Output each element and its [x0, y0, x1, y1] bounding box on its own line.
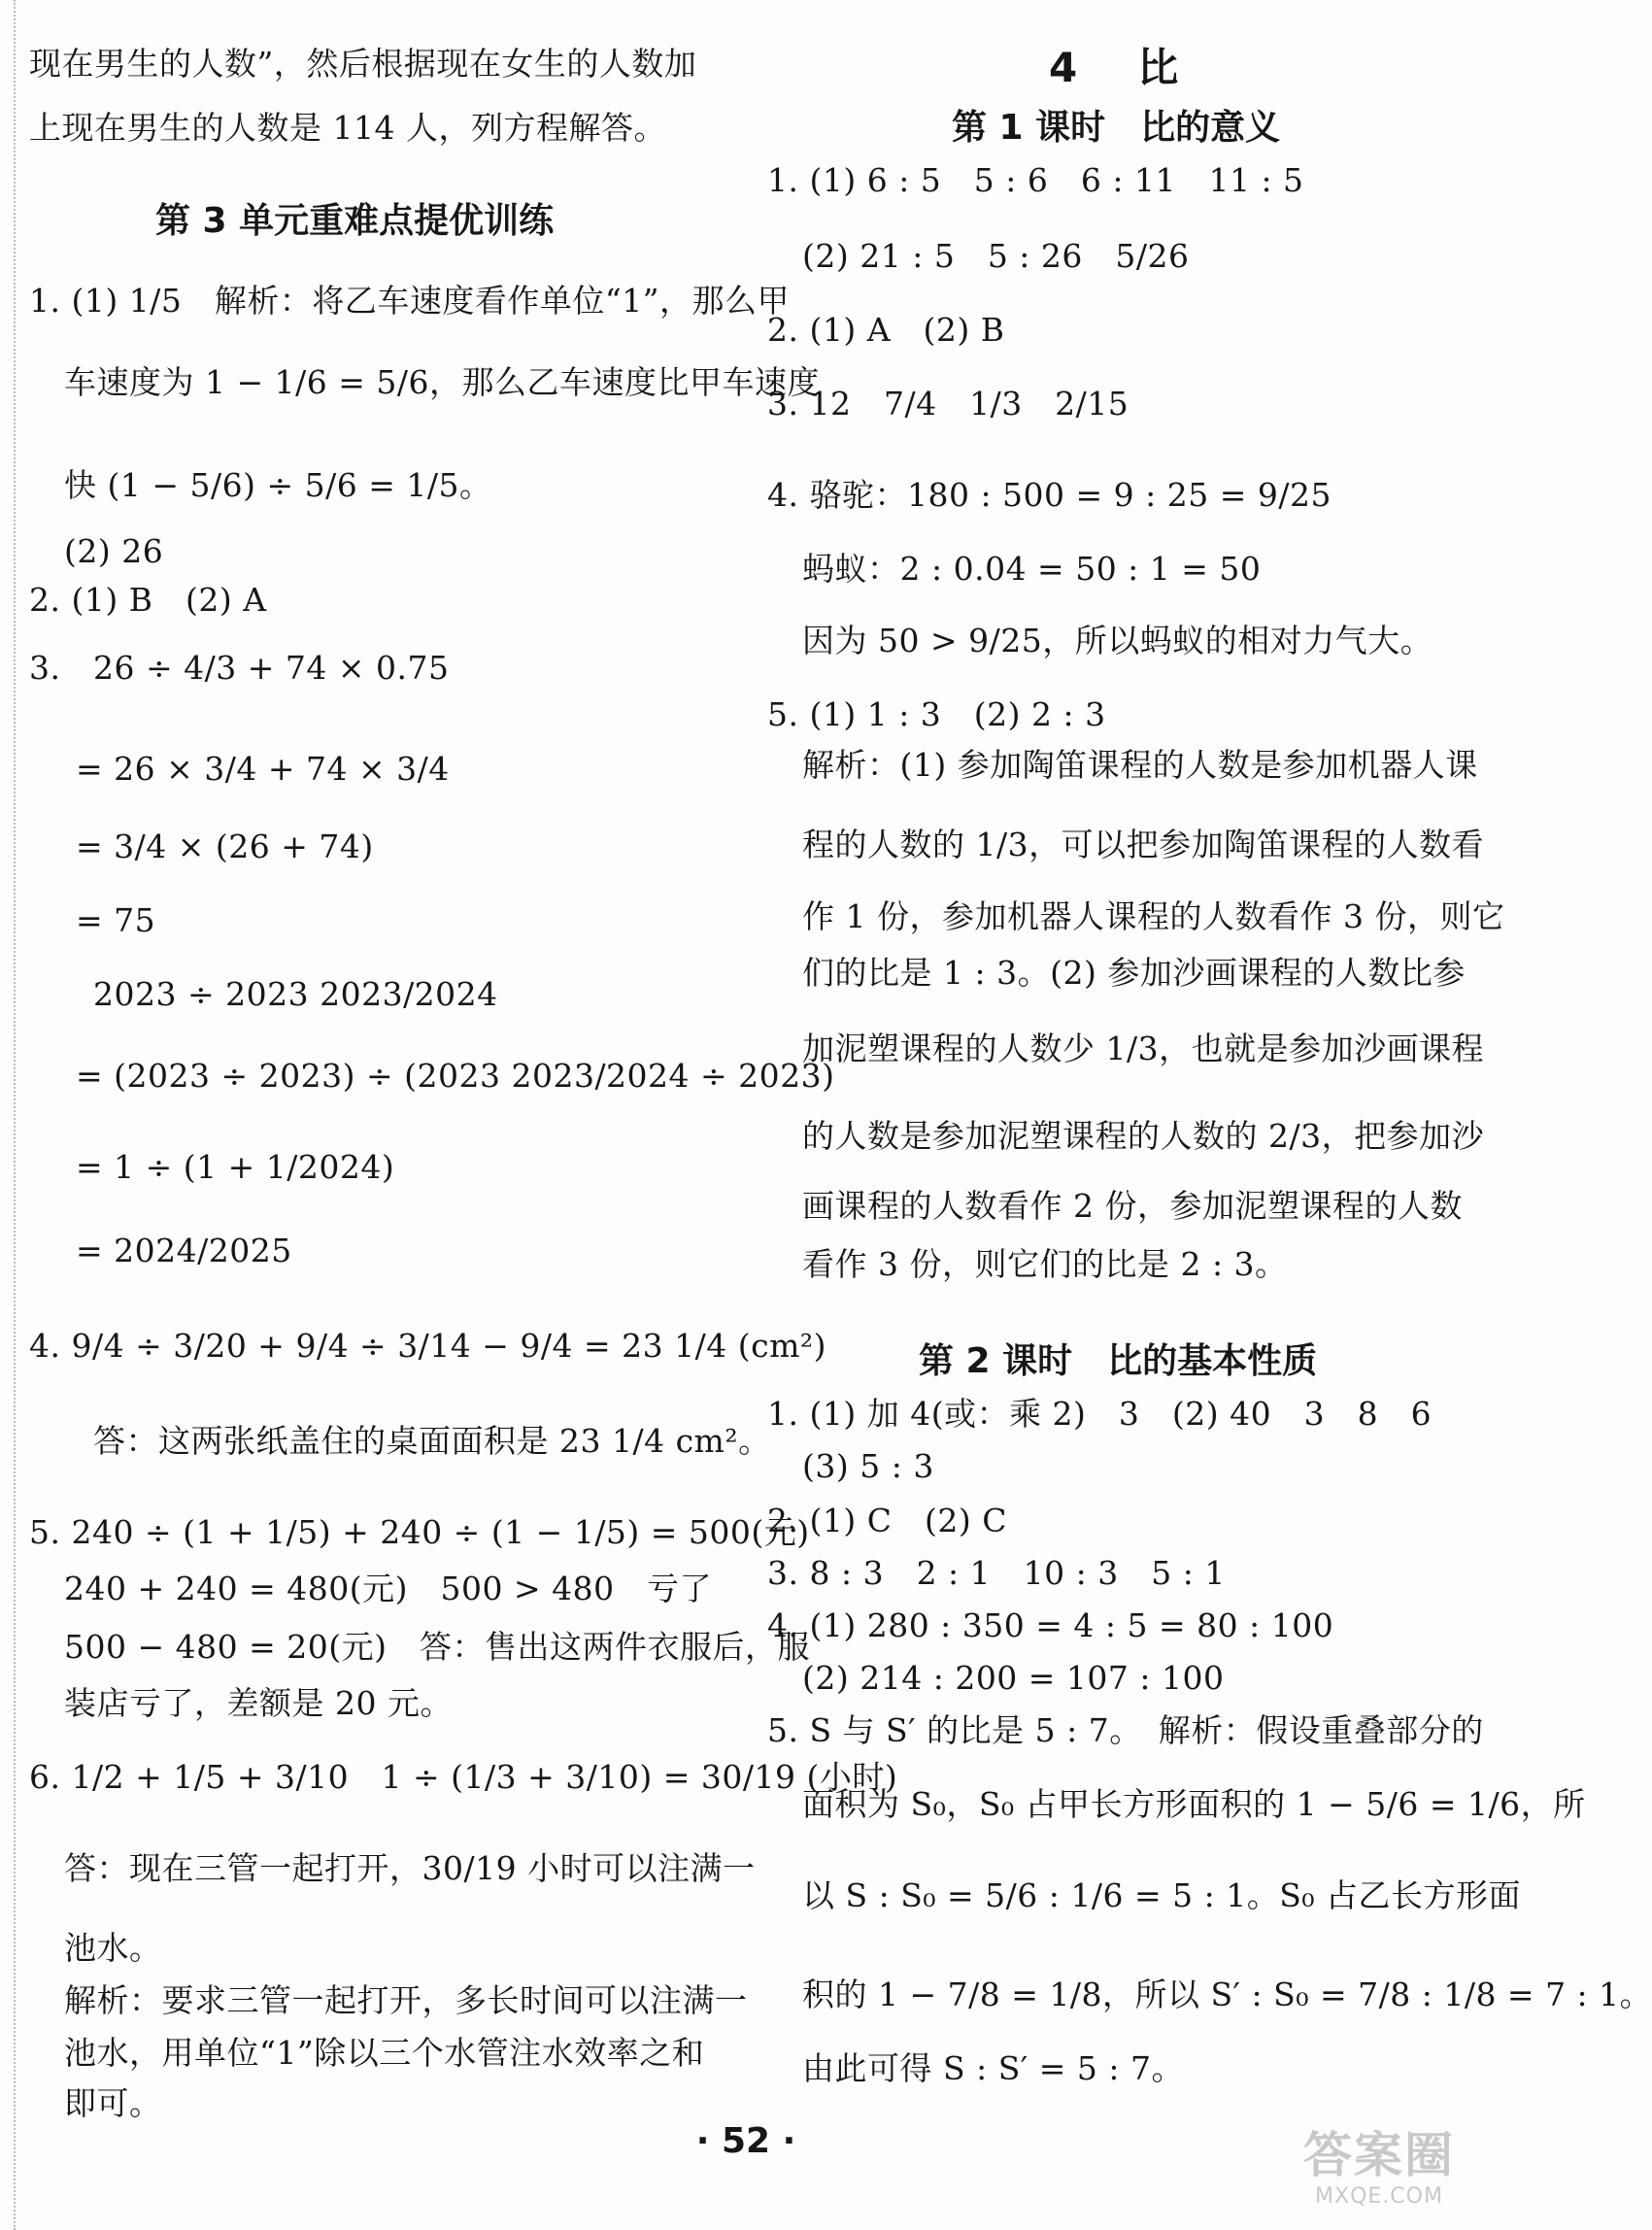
lesson-line: 1. (1) 6 : 5 5 : 6 6 : 11 11 : 5 — [767, 161, 1304, 199]
lesson-line: 的人数是参加泥塑课程的人数的 2/3，把参加沙 — [802, 1117, 1485, 1155]
answer-line: 池水，用单位“1”除以三个水管注水效率之和 — [64, 2034, 705, 2072]
answer-line: = (2023 ÷ 2023) ÷ (2023 2023/2024 ÷ 2023) — [76, 1057, 835, 1095]
fold-line-left — [14, 0, 16, 2230]
lesson-line: 3. 12 7/4 1/3 2/15 — [767, 385, 1129, 422]
answer-line: 2023 ÷ 2023 2023/2024 — [93, 975, 498, 1013]
answer-line: = 3/4 × (26 + 74) — [76, 828, 374, 865]
lesson-line: 以 S : S₀ = 5/6 : 1/6 = 5 : 1。S₀ 占乙长方形面 — [802, 1876, 1522, 1914]
lesson-line: 2. (1) C (2) C — [767, 1502, 1007, 1539]
lesson-line: (2) 214 : 200 = 107 : 100 — [802, 1659, 1225, 1697]
answer-line: 2. (1) B (2) A — [29, 581, 267, 619]
lesson-line: 积的 1 − 7/8 = 1/8，所以 S′ : S₀ = 7/8 : 1/8 = 7 : 1。 — [802, 1976, 1652, 2013]
answer-line: 6. 1/2 + 1/5 + 3/10 1 ÷ (1/3 + 3/10) = 30/19 (小时) — [29, 1758, 898, 1796]
answer-line: 500 − 480 = 20(元) 答：售出这两件衣服后，服 — [64, 1628, 810, 1666]
answer-line: 解析：要求三管一起打开，多长时间可以注满一 — [64, 1981, 748, 2019]
answer-line: = 2024/2025 — [76, 1232, 292, 1269]
answer-line: 即可。 — [64, 2084, 162, 2122]
intro-line: 现在男生的人数”，然后根据现在女生的人数加 — [29, 45, 697, 83]
lesson-line: 5. (1) 1 : 3 (2) 2 : 3 — [767, 695, 1106, 733]
answer-line: 5. 240 ÷ (1 + 1/5) + 240 ÷ (1 − 1/5) = 500(元) — [29, 1513, 810, 1551]
answer-line: 1. (1) 1/5 解析：将乙车速度看作单位“1”，那么甲 — [29, 282, 791, 320]
answer-line: 装店亏了，差额是 20 元。 — [64, 1684, 453, 1722]
answer-line: 快 (1 − 5/6) ÷ 5/6 = 1/5。 — [64, 466, 492, 504]
answer-line: 答：现在三管一起打开，30/19 小时可以注满一 — [64, 1849, 756, 1887]
lesson-line: 面积为 S₀，S₀ 占甲长方形面积的 1 − 5/6 = 1/6，所 — [802, 1785, 1586, 1823]
lesson-line: 作 1 份，参加机器人课程的人数看作 3 份，则它 — [802, 897, 1505, 935]
lesson-line: 程的人数的 1/3，可以把参加陶笛课程的人数看 — [802, 826, 1485, 863]
answer-line: = 1 ÷ (1 + 1/2024) — [76, 1148, 395, 1186]
page-number: · 52 · — [695, 2121, 796, 2161]
answer-line: 池水。 — [64, 1929, 162, 1967]
lesson-line: (2) 21 : 5 5 : 26 5/26 — [802, 237, 1190, 275]
lesson-title: 第 1 课时 比的意义 — [952, 108, 1281, 148]
answer-line: 答：这两张纸盖住的桌面面积是 23 1/4 cm²。 — [93, 1422, 771, 1460]
lesson-line: 加泥塑课程的人数少 1/3，也就是参加沙画课程 — [802, 1030, 1485, 1067]
lesson-line: 5. S 与 S′ 的比是 5 : 7。 解析：假设重叠部分的 — [767, 1711, 1484, 1749]
section-title: 第 3 单元重难点提优训练 — [155, 201, 555, 241]
chapter-title: 4 比 — [1049, 44, 1189, 91]
watermark-mark: 答案圈 — [1303, 2127, 1455, 2183]
answer-line: (2) 26 — [64, 532, 164, 570]
lesson-line: 蚂蚁：2 : 0.04 = 50 : 1 = 50 — [802, 550, 1262, 588]
answer-line: 240 + 240 = 480(元) 500 > 480 亏了 — [64, 1570, 713, 1607]
lesson-line: 看作 3 份，则它们的比是 2 : 3。 — [802, 1245, 1288, 1283]
lesson-line: 由此可得 S : S′ = 5 : 7。 — [802, 2049, 1185, 2087]
lesson-line: 1. (1) 加 4(或：乘 2) 3 (2) 40 3 8 6 — [767, 1395, 1433, 1433]
lesson-title: 第 2 课时 比的基本性质 — [919, 1341, 1318, 1381]
lesson-line: 3. 8 : 3 2 : 1 10 : 3 5 : 1 — [767, 1554, 1226, 1592]
lesson-line: 画课程的人数看作 2 份，参加泥塑课程的人数 — [802, 1187, 1463, 1225]
lesson-line: 因为 50 > 9/25，所以蚂蚁的相对力气大。 — [802, 622, 1433, 659]
answer-line: 车速度为 1 − 1/6 = 5/6，那么乙车速度比甲车速度 — [64, 363, 820, 401]
answer-line: = 75 — [76, 901, 156, 939]
intro-line: 上现在男生的人数是 114 人，列方程解答。 — [29, 109, 666, 147]
answer-line: 3. 26 ÷ 4/3 + 74 × 0.75 — [29, 649, 450, 687]
answer-line: = 26 × 3/4 + 74 × 3/4 — [76, 750, 450, 788]
lesson-line: (3) 5 : 3 — [802, 1447, 934, 1485]
watermark-logo — [1282, 2127, 1476, 2224]
lesson-line: 们的比是 1 : 3。(2) 参加沙画课程的人数比参 — [802, 954, 1466, 992]
lesson-line: 4. (1) 280 : 350 = 4 : 5 = 80 : 100 — [767, 1606, 1334, 1644]
lesson-line: 4. 骆驼：180 : 500 = 9 : 25 = 9/25 — [767, 476, 1332, 514]
answer-line: 4. 9/4 ÷ 3/20 + 9/4 ÷ 3/14 − 9/4 = 23 1/4 (cm²) — [29, 1327, 826, 1365]
watermark-url: MXQE.COM — [1315, 2184, 1443, 2209]
lesson-line: 2. (1) A (2) B — [767, 311, 1005, 349]
lesson-line: 解析：(1) 参加陶笛课程的人数是参加机器人课 — [802, 746, 1478, 784]
